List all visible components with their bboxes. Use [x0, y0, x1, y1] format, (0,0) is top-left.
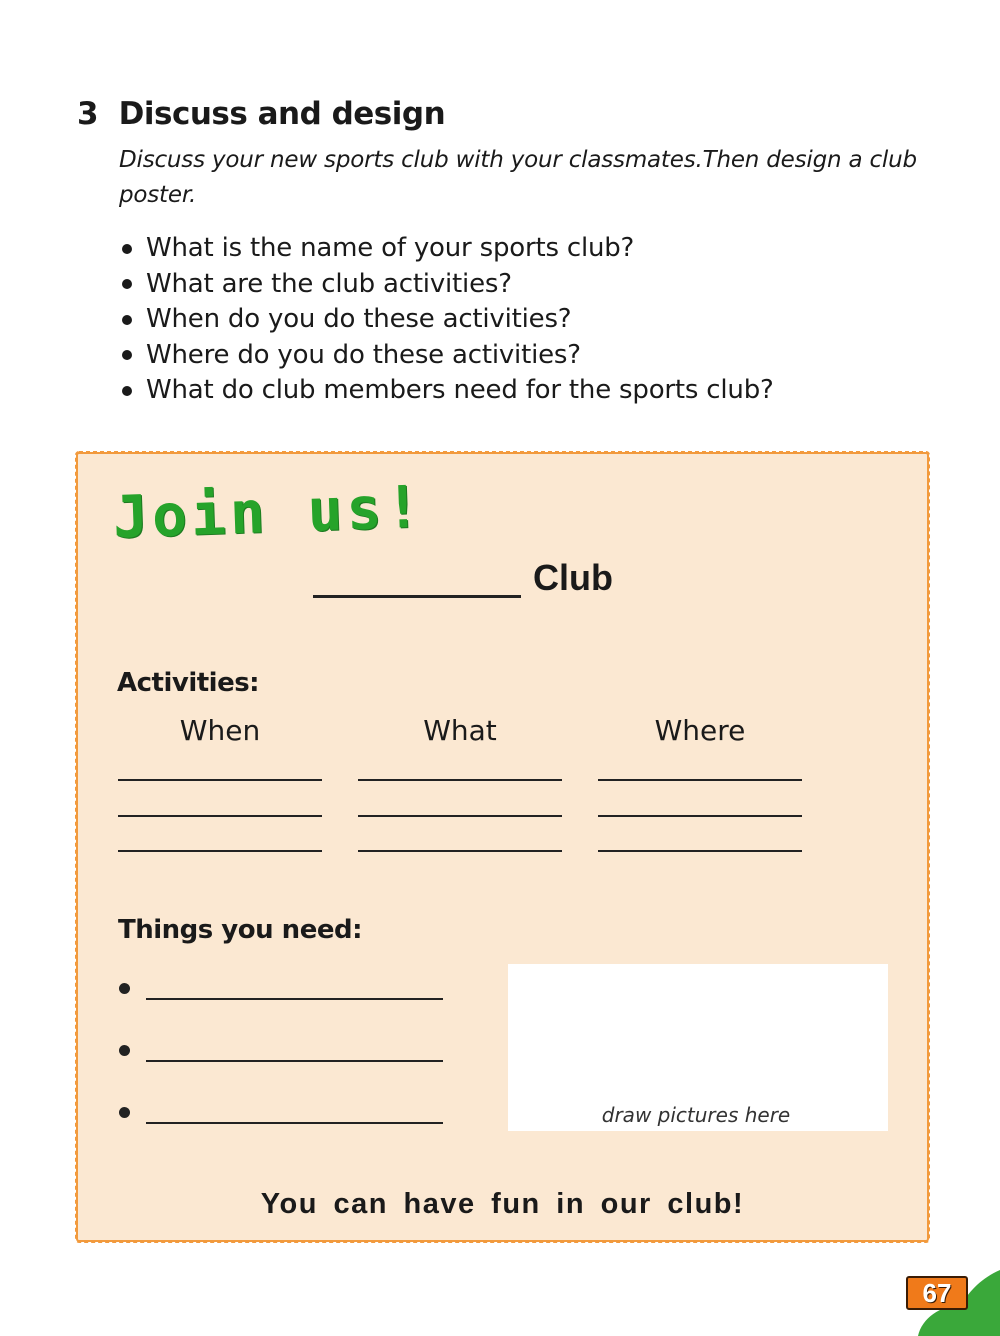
what-blank-2[interactable] [358, 815, 562, 817]
list-item: What do club members need for the sports club? [119, 373, 774, 409]
list-item: What are the club activities? [119, 267, 774, 303]
what-blank-1[interactable] [358, 779, 562, 781]
club-word: Club [533, 557, 613, 598]
draw-pictures-label: draw pictures here [601, 1103, 791, 1127]
things-you-need-label: Things you need: [118, 915, 362, 945]
column-header-when: When [179, 714, 261, 747]
bullet-icon [122, 350, 132, 360]
where-blank-1[interactable] [598, 779, 802, 781]
section-number: 3 [77, 96, 99, 132]
where-blank-3[interactable] [598, 850, 802, 852]
when-blank-1[interactable] [118, 779, 322, 781]
bullet-icon [119, 1107, 130, 1118]
club-name-blank[interactable] [313, 555, 521, 598]
poster-footer: You can have fun in our club! [260, 1188, 745, 1220]
club-name-row [313, 555, 613, 598]
need-blank-2[interactable] [146, 1060, 443, 1062]
section-heading: Discuss and design [118, 96, 446, 132]
list-item: What is the name of your sports club? [119, 231, 774, 267]
when-blank-2[interactable] [118, 815, 322, 817]
bullet-icon [122, 386, 132, 396]
when-blank-3[interactable] [118, 850, 322, 852]
bullet-icon [122, 279, 132, 289]
column-header-what: What [423, 714, 497, 747]
question-list [119, 231, 774, 409]
list-item: When do you do these activities? [119, 302, 774, 338]
section-title [77, 96, 445, 132]
need-blank-3[interactable] [146, 1122, 443, 1124]
bullet-icon [119, 1045, 130, 1056]
need-blank-1[interactable] [146, 998, 443, 1000]
where-blank-2[interactable] [598, 815, 802, 817]
bullet-icon [122, 315, 132, 325]
page-number: 67 [906, 1276, 968, 1310]
list-item: Where do you do these activities? [119, 338, 774, 374]
column-header-where: Where [654, 714, 746, 747]
list-item [119, 976, 443, 1000]
list-item [119, 1038, 443, 1062]
bullet-icon [122, 244, 132, 254]
what-blank-3[interactable] [358, 850, 562, 852]
activities-label: Activities: [117, 668, 260, 698]
bullet-icon [119, 983, 130, 994]
instruction-text: Discuss your new sports club with your classmates.Then design a club poster. [119, 147, 917, 208]
join-us-headline: Join us! [111, 472, 426, 552]
list-item [119, 1100, 443, 1124]
drawing-area[interactable] [508, 964, 888, 1131]
